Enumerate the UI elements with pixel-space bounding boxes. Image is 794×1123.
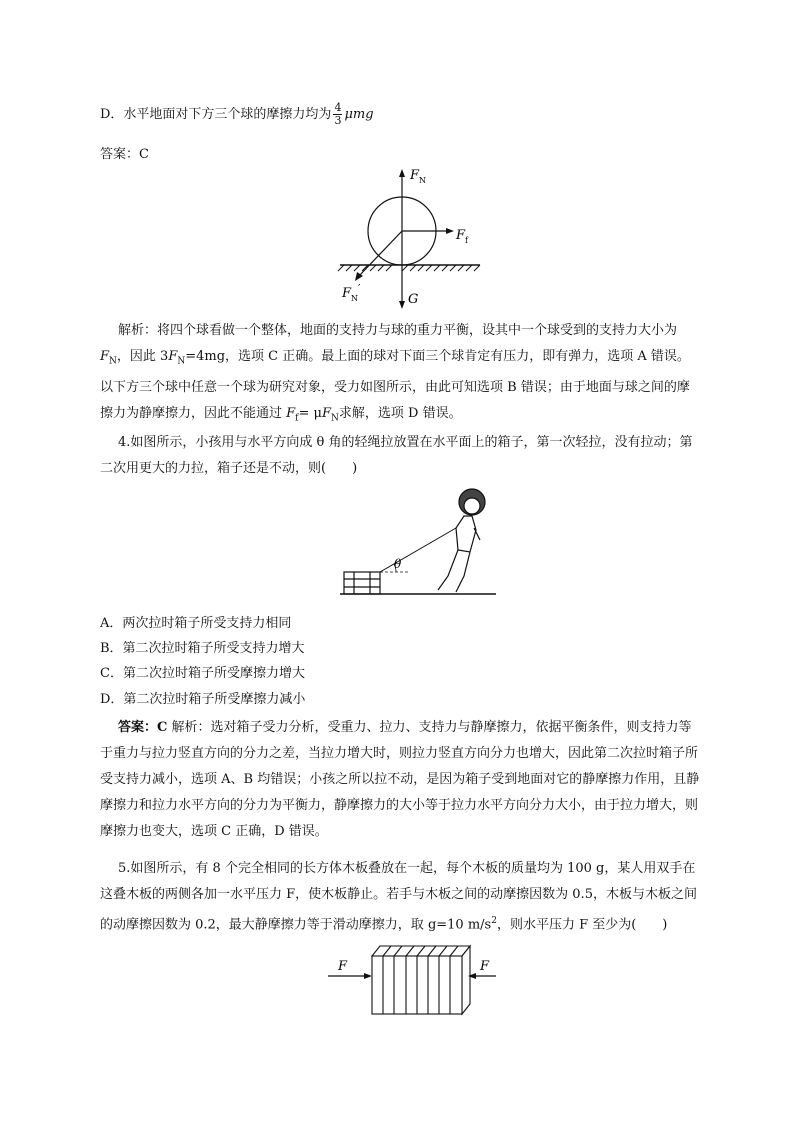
force-left-label: F <box>338 959 348 974</box>
force-right-label: F <box>480 959 490 974</box>
ball-force-diagram <box>330 165 490 310</box>
q4-option-c: C．第二次拉时箱子所受摩擦力增大 <box>100 666 305 681</box>
fraction: $\frac{4}{3}$ <box>334 101 342 127</box>
child <box>438 489 485 592</box>
mu-mg: μmg <box>344 107 374 122</box>
question-5-stem: 5.如图所示，有 8 个完全相同的长方体木板叠放在一起，每个木板的质量均为 100 g，某人用双手在这叠木板的两侧各加一水平压力 F，使木板静止。若手与木板之间的动摩擦因数为 0.5，木板与木板之间的动摩擦因数为 0.2，最大静摩擦力等于滑动摩擦力，取 g=10 $m/s^2$，则水平压力 F 至少为( ) <box>100 861 697 933</box>
rope <box>380 528 456 572</box>
q4-option-a: A．两次拉时箱子所受支持力相同 <box>100 616 292 631</box>
explanation-q3: 解析：将四个球看做一个整体，地面的支持力与球的重力平衡，设其中一个球受到的支持力大小为$F_N$，因此 $3F_N=4mg$，选项 C 正确。最上面的球对下面三个球肯定有压力，即有弹力，选项 A 错误。以下方三个球中任意一个球为研究对象，受力如图所示，由此可知选项 B 错误；由于地面与球之间的摩擦力为静摩擦力，因此不能通过 $F_f= \mu F_N$求解，选项 D 错误。 <box>100 323 690 424</box>
label-ff: $F_f$ <box>456 228 468 245</box>
child-pulling-box-figure <box>338 480 498 600</box>
answer-q3: 答案：C <box>100 147 149 162</box>
box <box>344 572 380 594</box>
label-g: G <box>408 292 419 307</box>
option-d <box>100 102 374 127</box>
q4-option-b: B．第二次拉时箱子所受支持力增大 <box>100 641 305 656</box>
option-d-text: D．水平地面对下方三个球的摩擦力均为 <box>100 107 332 122</box>
angle-theta: θ <box>394 557 402 571</box>
q4-option-d: D．第二次拉时箱子所受摩擦力减小 <box>100 692 306 707</box>
question-4-stem: 4.如图所示，小孩用与水平方向成 θ 角的轻绳拉放置在水平面上的箱子，第一次轻拉，没有拉动；第二次用更大的力拉，箱子还是不动，则( ) <box>100 435 693 476</box>
explanation-q4: 答案：C 解析：选对箱子受力分析，受重力、拉力、支持力与静摩擦力，依据平衡条件，则支持力等于重力与拉力竖直方向的分力之差，当拉力增大时，则拉力竖直方向分力也增大，因此第二次拉时箱子所受支持力减小，选项 A、B 均错误；小孩之所以拉不动，是因为箱子受到地面对它的静摩擦力作用，且静摩擦力和拉力水平方向的分力为平衡力，静摩擦力的大小等于拉力水平方向分力大小，由于拉力增大，则摩擦力也变大，选项 C 正确，D 错误。 <box>100 720 700 839</box>
board-stack <box>372 946 470 1014</box>
label-fn: $F_N$ <box>410 168 427 185</box>
wood-boards-figure <box>320 938 500 1018</box>
label-fn-prime: $F_N'$ <box>342 282 361 303</box>
